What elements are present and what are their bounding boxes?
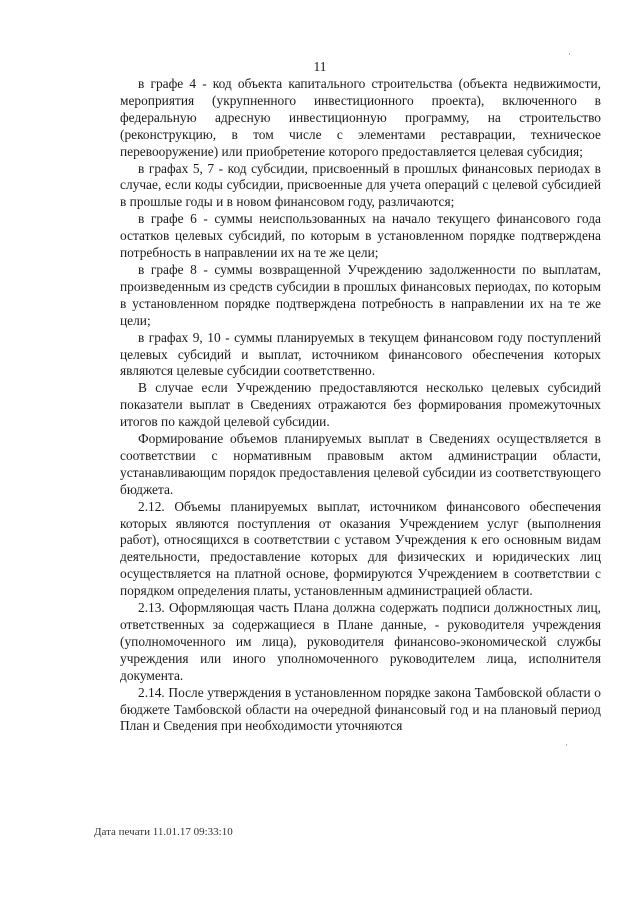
paragraph-graph-4: в графе 4 - код объекта капитального строительства (объекта недвижимости, мероприятия (укрупненного инвестиционного проекта), включенного в федеральную адресную инвестиционную программу, на строительство (реконструкцию, в том числе с элементами реставрации, техническое перевооружение) или приобретение которого предоставляется целевая субсидия; — [120, 76, 601, 159]
paragraph-graph-8: в графе 8 - суммы возвращенной Учреждению задолженности по выплатам, произведенным из средств субсидии в прошлых финансовых периодах, по которым в установленном порядке подтверждена потребность в направлении их на те же цели; — [120, 261, 601, 328]
document-body — [120, 76, 601, 735]
paragraph-2-13: 2.13. Оформляющая часть Плана должна содержать подписи должностных лиц, ответственных за содержащиеся в Плане данные, - руководителя учреждения (уполномоченного им лица), руководителя финансово-экономической службы учреждения или иного уполномоченного руководителем лица, исполнителя документа. — [120, 600, 601, 683]
scan-speck: · — [568, 49, 571, 59]
page-number: 11 — [313, 59, 327, 74]
paragraph-graphs-5-7: в графах 5, 7 - код субсидии, присвоенный в прошлых финансовых периодах в случае, если коды субсидии, присвоенные для учета операций с целевой субсидией в прошлые годы и в новом финансовом году, различаются; — [120, 160, 601, 210]
paragraph-graphs-9-10: в графах 9, 10 - суммы планируемых в текущем финансовом году поступлений целевых субсидий и выплат, источником финансового обеспечения которых являются целевые субсидии соответственно. — [120, 329, 601, 379]
paragraph-graph-6: в графе 6 - суммы неиспользованных на начало текущего финансового года остатков целевых субсидий, по которым в установленном порядке подтверждена потребность в направлении их на те же цели; — [120, 211, 601, 261]
scan-speck: · — [565, 740, 568, 750]
print-date-footer: Дата печати 11.01.17 09:33:10 — [94, 826, 233, 838]
paragraph-formation-of-payments: Формирование объемов планируемых выплат в Сведениях осуществляется в соответствии с нормативным правовым актом администрации области, устанавливающим порядок предоставления целевой субсидии из соответствующего бюджета. — [120, 431, 601, 497]
paragraph-2-12: 2.12. Объемы планируемых выплат, источником финансового обеспечения которых являются поступления от оказания Учреждением услуг (выполнения работ), относящихся в соответствии с уставом Учреждения к его основным видам деятельности, предоставление которых для физических и юридических лиц осуществляется на платной основе, формируются Учреждением в соответствии с порядком определения платы, установленным администрацией области. — [120, 498, 601, 599]
paragraph-multiple-subsidies: В случае если Учреждению предоставляются несколько целевых субсидий показатели выплат в Сведениях отражаются без формирования промежуточных итогов по каждой целевой субсидии. — [120, 380, 601, 430]
paragraph-2-14: 2.14. После утверждения в установленном порядке закона Тамбовской области о бюджете Тамбовской области на очередной финансовый год и на плановый период План и Сведения при необходимости уточняются — [120, 684, 601, 734]
